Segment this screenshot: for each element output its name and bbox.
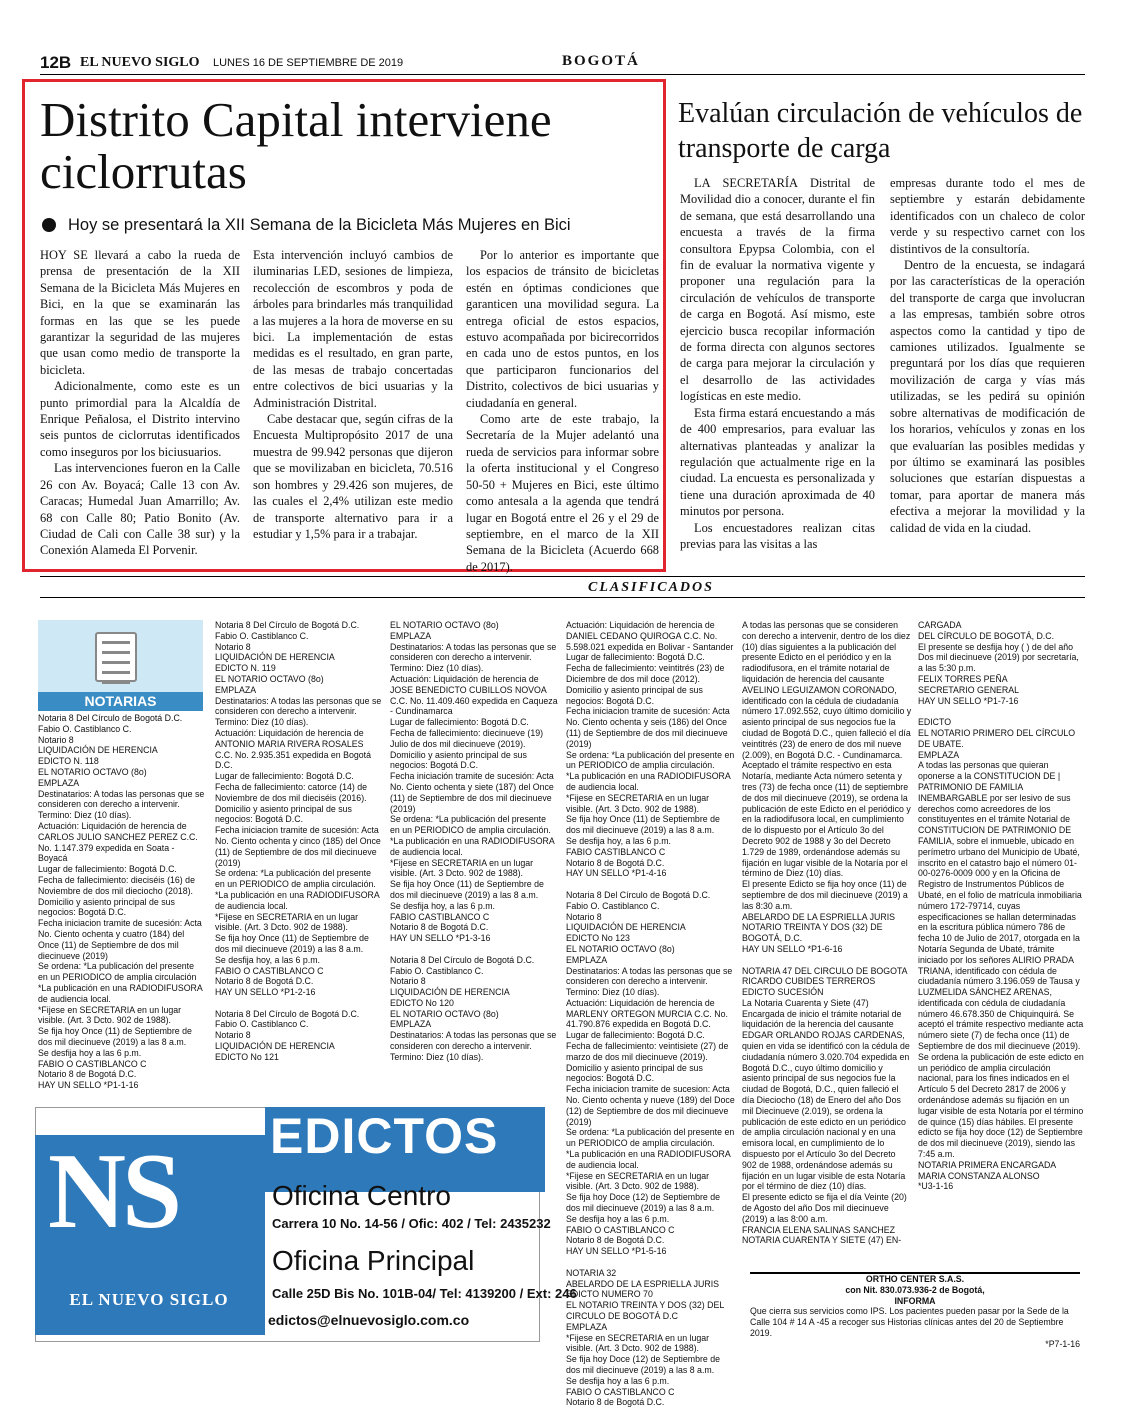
paper-name: EL NUEVO SIGLO [80,55,200,70]
ns-brand: EL NUEVO SIGLO [69,1290,229,1309]
document-icon [95,632,137,682]
page-header [40,53,1085,75]
classifieds-heading: CLASIFICADOS [588,580,714,595]
ortho-body: Que cierra sus servicios como IPS. Los pacientes pueden pasar por la Sede de la Calle 104 # 14 A -45 a recoger sus Historias clínicas antes del 20 de Septiembre 2019. [750,1306,1069,1338]
second-headline: Evalúan circulación de vehículos de transporte de carga [678,98,1083,164]
second-column-1 [680,175,875,552]
lead-subtitle-text: Hoy se presentará la XII Semana de la Bicicleta Más Mujeres en Bici [68,216,571,234]
edictos-title: EDICTOS [270,1108,499,1164]
ortho-name: ORTHO CENTER S.A.S. [865,1274,965,1284]
paragraph: Esta firma estará encuestando a más de 400 empresarios, para evaluar las alternativas planteadas y analizar la regulación que actualmente rige en la ciudad. La encuesta es personalizada y tiene una duración aproximada de 40 minutos por persona. [680,405,875,519]
paragraph: Dentro de la encuesta, se indagará por las características de la operación del transporte de carga que involucran a las empresas, también sobre otros aspectos como la cantidad y tipo de camiones utilizados. Igualmente se preguntará por los días que requieren movilización de carga y vías más utilizadas, se les pedirá su opinión sobre alternativas de modificación de los horarios, vehículos y zonas en los que evaluarían las posibles medidas y por último se examinará las posibles soluciones que estarían dispuestas a tomar, para aportar de manera más efectiva a mejorar la movilidad y la calidad de vida en la ciudad. [890,258,1085,535]
section-name: BOGOTÁ [562,53,640,69]
classified-column-3: EL NOTARIO OCTAVO (8o) EMPLAZA Destinatarios: A todas las personas que se consideren con derecho a intervenir. Termino: Diez (10 días). Actuación: Liquidación de herencia de JOSE BENEDICTO CUBILLOS NOVOA C.C. No. 11.409.460 expedida en Caqueza - Cundinamarca Lugar de fallecimiento: Bogotá D.C. Fecha de fallecimiento: diecinueve (19) Julio de dos mil diecinueve (2019). Domicilio y asiento principal de sus negocios: Bogotá D.C. Fecha iniciación tramite de sucesión: Acta No. Ciento ochenta y siete (187) del Once (11) de Septiembre de dos mil diecinueve (2019) Se ordena: *La publicación del presente en un PERIODICO de amplia circulación. *La publicación en una RADIODIFUSORA de audiencia local. *Fijese en SECRETARIA en un lugar visible. (Art. 3 Dcto. 902 de 1988). Se fija hoy Once (11) de Septiembre de dos mil diecinueve (2019) a las 8 a.m. Se desfija hoy, a las 6 p.m. FABIO CASTIBLANCO C Notario 8 de Bogotá D.C. HAY UN SELLO *P1-3-16 Notaria 8 Del Círculo de Bogotá D.C. Fabio O. Castiblanco C. Notario 8 LIQUIDACIÓN DE HERENCIA EDICTO No 120 EL NOTARIO OCTAVO (8o) EMPLAZA Destinatarios: A todas las personas que se consideren con derecho a intervenir. Termino: Diez (10 días). [390,620,558,1062]
ortho-center-notice [750,1272,1080,1350]
lead-headline: Distrito Capital interviene ciclorrutas [40,92,552,199]
paragraph: Como arte de este trabajo, la Secretaría de la Mujer adelantó una rueda de servicios para informar sobre la oferta institucional y el Congreso 50-50 + Mujeres en Bici, este último como antesala a la agenda que tendrá lugar en Bogotá entre el 26 y el 29 de septiembre, en el marco de la XII Semana de la Bicicleta (Acuerdo 668 de 2017). [466,412,659,574]
lead-column-1 [40,247,240,559]
paragraph: Los encuestadores realizan citas previas para las visitas a las [680,520,875,551]
paragraph: Por lo anterior es importante que los espacios de tránsito de bicicletas estén en óptimas condiciones que garanticen una movilidad segura. La entrega oficial de estos espacios, estuvo acompañada por bicirecorridos en cada uno de estos puntos, en los que participaron funcionarios del Distrito, colectivos de bici usuarias y ciudadanía en general. [466,248,659,410]
classified-column-4: Actuación: Liquidación de herencia de DANIEL CEDANO QUIROGA C.C. No. 5.598.021 expedida en Bolivar - Santander Lugar de fallecimiento: Bogotá D.C. Fecha de fallecimiento: veintitrés (23) de Diciembre de dos mil doce (2012). Domicilio y asiento principal de sus negocios: Bogotá D.C. Fecha iniciacion tramite de sucesión: Acta No. Ciento ochenta y seis (186) del Once (11) de Septiembre de dos mil diecinueve (2019) Se ordena: *La publicación del presente en un PERIODICO de amplia circulación. *La publicación en una RADIODIFUSORA de audiencia local. *Fijese en SECRETARIA en un lugar visible. (Art. 3 Dcto. 902 de 1988). Se fija hoy Once (11) de Septiembre de dos mil diecinueve (2019) a las 8 a.m. Se desfija hoy, a las 6 p.m. FABIO CASTIBLANCO C Notario 8 de Bogotá D.C. HAY UN SELLO *P1-4-16 Notaria 8 Del Círculo de Bogotá D.C. Fabio O. Castiblanco C. Notario 8 LIQUIDACIÓN DE HERENCIA EDICTO No 123 EL NOTARIO OCTAVO (8o) EMPLAZA Destinatarios: A todas las personas que se consideren con derecho a intervenir. Termino: Diez (10 días). Actuación: Liquidación de herencia de MARLENY ORTEGON MURCIA C.C. No. 41.790.876 expedida en Bogotá D.C. Lugar de fallecimiento: Bogotá D.C. Fecha de fallecimiento: veintisiete (27) de marzo de dos mil diecinueve (2019). Domicilio y asiento principal de sus negocios: Bogotá D.C. Fecha iniciacion tramite de sucesion: Acta No. Ciento ochenta y nueve (189) del Doce (12) de Septiembre de dos mil diecinueve (2019) Se ordena: *La publicación del presente en un PERIODICO de amplia circulación. *La publicación en una RADIODIFUSORA de audiencia local. *Fijese en SECRETARIA en un lugar visible. (Art. 3 Dcto. 902 de 1988). Se fija hoy Doce (12) de Septiembre de dos mil diecinueve (2019) a las 8 a.m. Se desfija hoy a las 6 p.m. FABIO O CASTIBLANCO C Notario 8 de Bogotá D.C. HAY UN SELLO *P1-5-16 NOTARIA 32 ABELARDO DE LA ESPRIELLA JURIS EDICTO NUMERO 70 EL NOTARIO TREINTA Y DOS (32) DEL CIRCULO DE BOGOTÁ D.C EMPLAZA *Fijese en SECRETARIA en un lugar visible. (Art. 3 Dcto. 902 de 1988). Se fija hoy Doce (12) de Septiembre de dos mil diecinueve (2019) a las 8 a.m. Se desfija hoy a las 6 p.m. FABIO O CASTIBLANCO C Notario 8 de Bogotá D.C. [566,620,735,1408]
office-principal-address: Calle 25D Bis No. 101B-04/ Tel: 4139200 / Ext: 246 [272,1286,577,1301]
ortho-informa: INFORMA [894,1295,936,1306]
notarias-label: NOTARIAS [38,692,203,711]
bullet-icon [42,218,56,232]
office-centro-address: Carrera 10 No. 14-56 / Ofic: 402 / Tel: 2435232 [272,1216,551,1231]
lead-column-2 [253,247,453,542]
classified-column-1: Notaria 8 Del Círculo de Bogotá D.C. Fabio O. Castiblanco C. Notario 8 LIQUIDACIÓN DE HERENCIA EDICTO N. 118 EL NOTARIO OCTAVO (8o) EMPLAZA Destinatarios: A todas las personas que se consideren con derecho a intervenir. Termino: Diez (10 días). Actuación: Liquidación de herencia de CARLOS JULIO SANCHEZ PEREZ C.C. No. 1.147.379 expedida en Soata - Boyacá Lugar de fallecimiento: Bogotá D.C. Fecha de fallecimiento: dieciséis (16) de Noviembre de dos mil dieciocho (2018). Domicilio y asiento principal de sus negocios: Bogotá D.C. Fecha iniciacion tramite de sucesión: Acta No. Ciento ochenta y cuatro (184) del Once (11) de Septiembre de dos mil diecinueve (2019) Se ordena: *La publicación del presente en un PERIODICO de amplia circulación *La publicación en una RADIODIFUSORA de audiencia local. *Fijese en SECRETARIA en un lugar visible. (Art. 3 Dcto. 902 de 1988). Se fija hoy Once (11) de Septiembre de dos mil diecinueve (2019) a las 8 a.m. Se desfija hoy a las 6 p.m. FABIO O CASTIBLANCO C Notario 8 de Bogotá D.C. HAY UN SELLO *P1-1-16 [38,713,205,1091]
office-centro: Oficina Centro [272,1180,451,1211]
page-number: 12B [40,53,72,72]
classified-column-6: CARGADA DEL CÍRCULO DE BOGOTÁ, D.C. El presente se desfija hoy ( ) de del año Dos mil diecinueve (2019) por secretaría, a las 5:30 p.m. FELIX TORRES PEÑA SECRETARIO GENERAL HAY UN SELLO *P1-7-16 EDICTO EL NOTARIO PRIMERO DEL CÍRCULO DE UBATE. EMPLAZA A todas las personas que quieran oponerse a la CONSTITUCION DE | PATRIMONIO DE FAMILIA INEMBARGABLE por ser lesivo de sus derechos como acreedores de los constituyentes en el trámite Notarial de CONSTITUCION DE PATRIMONIO DE FAMILIA, sobre el inmueble, ubicado en perímetro urbano del Municipio de Ubaté, inscrito en el catastro bajo el número 01-00-0276-0009 000 y en la Oficina de Registro de Instrumentos Públicos de Ubaté, en el folio de matrícula inmobiliaria número 172-79714, cuyas especificaciones se hallan determinadas en la escritura pública número 786 de fecha 10 de Julio de 2017, otorgada en la Notaría Segunda de Ubaté, trámite iniciado por los señores ALIRIO PRADA TRIANA, identificado con cédula de ciudadanía número 3.196.059 de Tausa y LUZMELIDA SÁNCHEZ ARENAS, identificada con cédula de ciudadanía número 46.678.350 de Chiquinquirá. Se aceptó el trámite respectivo mediante acta número siete (7) de fecha once (11) de Septiembre de dos mil diecinueve (2019). Se ordena la publicación de este edicto en un periódico de amplia circulación nacional, para los fines indicados en el Artículo 5 del Decreto 2817 de 2006 y ordenándose además su fijación en un lugar visible de esta Notaría por el término de quince (15) días hábiles. El presente edicto se fija hoy doce (12) de Septiembre de dos mil diecinueve (2019), siendo las 7:45 a.m. NOTARIA PRIMERA ENCARGADA MARIA CONSTANZA ALONSO *U3-1-16 [918,620,1084,1192]
edictos-email[interactable]: edictos@elnuevosiglo.com.co [268,1312,470,1328]
paragraph: Las intervenciones fueron en la Calle 26 con Av. Boyacá; Calle 13 con Av. Caracas; Humedal Juan Amarrillo; Av. 68 con Calle 80; Patio Bonito (Av. Ciudad de Cali con Calle 38 sur) y la Conexión Alameda El Porvenir. [40,461,240,558]
paragraph: LA SECRETARÍA Distrital de Movilidad dio a conocer, durante el fin de semana, que está desarrollando una encuesta a través de la firma consultora Epypsa Colombia, con el fin de evaluar la normativa vigente y proponer una regulación para la circulación de vehículos de transporte de carga en Bogotá. Así mismo, este ejercicio busca recopilar información de forma directa con algunos sectores de carga para mejorar la circulación y el desarrollo de las actividades logísticas en este medio. [680,176,875,404]
ortho-code: *P7-1-16 [1045,1338,1080,1349]
paragraph: HOY SE llevará a cabo la rueda de prensa de presentación de la XII Semana de la Bicicleta Más Mujeres en Bici, en la que se examinarán las formas en las que se les puede garantizar la seguridad de las mujeres que usan como medio de transporte la bicicleta. [40,248,240,377]
paragraph: empresas durante todo el mes de septiembre y estarán debidamente identificados con un chaleco de color verde y su respectivo carnet con los distintivos de la consultoría. [890,176,1085,256]
edition-date: LUNES 16 DE SEPTIEMBRE DE 2019 [213,57,404,69]
lead-column-3 [466,247,659,575]
office-principal: Oficina Principal [272,1245,475,1276]
lead-subtitle [42,216,662,235]
ns-logo: NS [48,1132,179,1251]
classified-column-5: A todas las personas que se consideren con derecho a intervenir, dentro de los diez (10) días siguientes a la publicación del presente Edicto en el periódico y en la radiodifusora, en el trámite notarial de liquidación de herencia del causante AVELINO LEGUIZAMON CORONADO, identificado con la cédula de ciudadanía número 17.092.552, cuyo último domicilio y asiento principal de sus negocios fue la ciudad de Bogotá D.C., quien falleció el día veintitrés (23) de enero de dos mil nueve (2.009), en Bogotá D.C. - Cundinamarca. Aceptado el trámite respectivo en esta Notaría, mediante Acta número setenta y tres (73) de fecha once (11) de septiembre de dos mil diecinueve (2019), se ordena la publicación de este Edicto en el periódico y en la radiodifusora local, en cumplimiento de lo dispuesto por el Artículo 3o del Decreto 902 de 1988 y 3o del Decreto 1.729 de 1989, ordenándose además su fijación en lugar visible de la Notaría por el término de Diez (10) días. El presente Edicto se fija hoy once (11) de septiembre de dos mil diecinueve (2019) a las 8:30 a.m. ABELARDO DE LA ESPRIELLA JURIS NOTARIO TREINTA Y DOS (32) DE BOGOTÁ, D.C. HAY UN SELLO *P1-6-16 NOTARIA 47 DEL CIRCULO DE BOGOTA RICARDO CUBIDES TERREROS EDICTO SUCESIÓN La Notaria Cuarenta y Siete (47) Encargada de inicio el trámite notarial de liquidación de la herencia del causante EDGAR ORLANDO ROJAS CARDENAS, quien en vida se identificó con la cédula de ciudadanía número 3.020.704 expedida en Bogotá D.C., cuyo último domicilio y asiento principal de sus negocios fue la ciudad de Bogotá, D.C., quien falleció el día Dieciocho (18) de Enero del año Dos mil Diecinueve (2.019), se ordena la publicación de este edicto en un periódico de amplia circulación nacional y en una emisora local, en cumplimiento de lo dispuesto por el Artículo 3o del Decreto 902 de 1988, ordenándose además su fijación en un lugar visible de esta Notaría por el término de diez (10) días. El presente edicto se fija el día Veinte (20) de Agosto del año Dos mil diecinueve (2019) a las 8:00 a.m. FRANCIA ELENA SALINAS SANCHEZ NOTARIA CUARENTA Y SIETE (47) EN- [742,620,912,1246]
paragraph: Cabe destacar que, según cifras de la Encuesta Multipropósito 2017 de una muestra de 99.942 personas que dijeron que se movilizaban en bicicleta, 70.516 son hombres y 29.426 son mujeres, de las cuales el 2,4% utilizan este medio de transporte alternativo para ir a estudiar y 1,5% para ir a trabajar. [253,412,453,541]
second-column-2 [890,175,1085,536]
paragraph: Adicionalmente, como este es un punto primordial para la Alcaldía de Enrique Peñalosa, el Distrito intervino seis puntos de ciclorrutas identificados como inseguros por los biciusuarios. [40,379,240,459]
paragraph: Esta intervención incluyó cambios de iluminarias LED, sesiones de limpieza, recolección de escombros y poda de árboles para brindarles más tranquilidad a las mujeres a la hora de moverse en su bici. La implementación de estas medidas es el resultado, en gran parte, de las mesas de trabajo concertadas entre colectivos de bici usuarias y la Administración Distrital. [253,248,453,410]
classified-column-2: Notaria 8 Del Círculo de Bogotá D.C. Fabio O. Castiblanco C. Notario 8 LIQUIDACIÓN DE HERENCIA EDICTO N. 119 EL NOTARIO OCTAVO (8o) EMPLAZA Destinatarios: A todas las personas que se consideren con derecho a intervenir. Termino: Diez (10 días). Actuación: Liquidación de herencia de ANTONIO MARIA RIVERA ROSALES C.C. No. 2.935.351 expedida en Bogotá D.C. Lugar de fallecimiento: Bogotá D.C. Fecha de fallecimiento: catorce (14) de Noviembre de dos mil dieciséis (2016). Domicilio y asiento principal de sus negocios: Bogotá D.C. Fecha iniciacion tramite de sucesión: Acta No. Ciento ochenta y cinco (185) del Once (11) de Septiembre de dos mil diecinueve (2019) Se ordena: *La publicación del presente en un PERIODICO de amplia circulación. *La publicación en una RADIODIFUSORA de audiencia local. *Fijese en SECRETARIA en un lugar visible. (Art. 3 Dcto. 902 de 1988). Se fija hoy Once (11) de Septiembre de dos mil diecinueve (2019) a las 8 a.m. Se desfija hoy, a las 6 p.m. FABIO O CASTIBLANCO C Notario 8 de Bogotá D.C. HAY UN SELLO *P1-2-16 Notaria 8 Del Círculo de Bogotá D.C. Fabio O. Castiblanco C. Notario 8 LIQUIDACIÓN DE HERENCIA EDICTO No 121 [215,620,382,1062]
ortho-nit: con Nit. 830.073.936-2 de Bogotá, [845,1284,985,1295]
classifieds-bar [40,576,1085,598]
